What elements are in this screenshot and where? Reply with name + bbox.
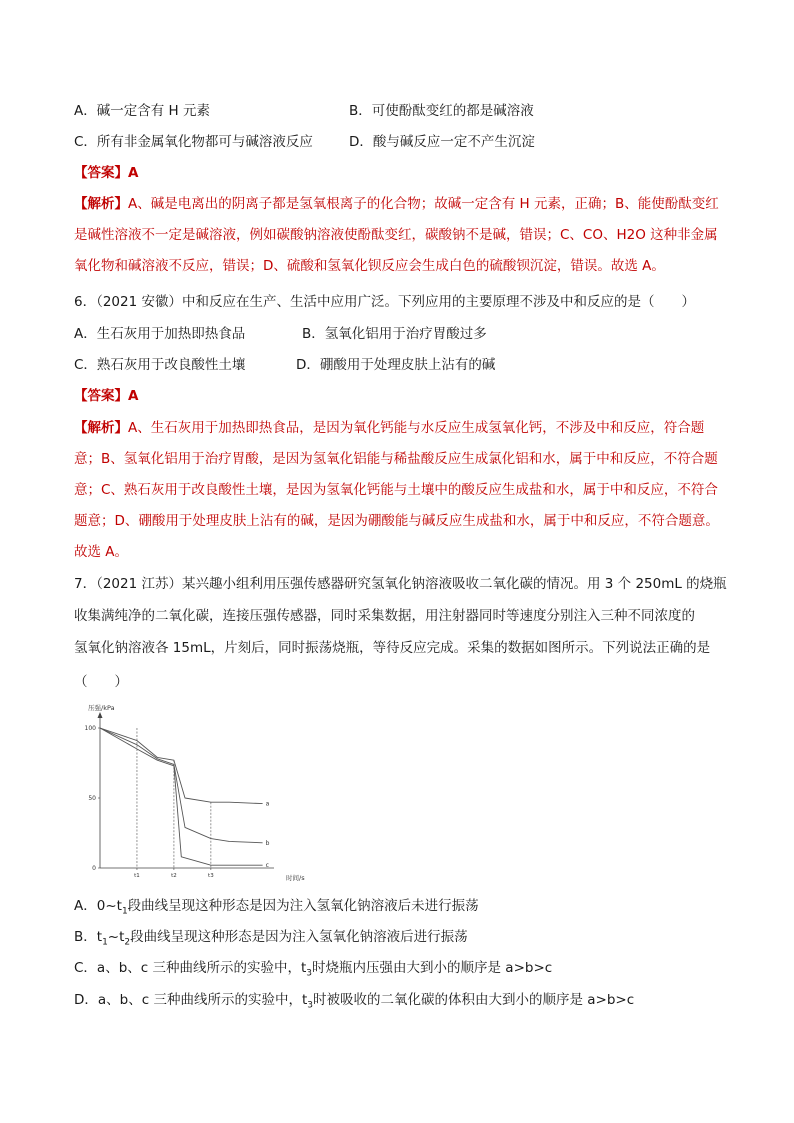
q7-stem-line-2: 收集满纯净的二氧化碳，连接压强传感器，同时采集数据，用注射器同时等速度分别注入三种不同浓度的 — [74, 608, 695, 624]
answer-value: A — [128, 388, 139, 404]
q7-option-d — [74, 990, 634, 1016]
subscript: 2 — [124, 937, 131, 948]
chart-ticks — [85, 725, 215, 879]
option-text: ~t — [107, 929, 125, 945]
series-line-c — [100, 728, 263, 865]
x-tick-label: t2 — [171, 873, 177, 879]
subscript: 3 — [306, 968, 313, 979]
q7-option-b — [74, 927, 468, 953]
answer-label: 【答案】 — [74, 388, 128, 404]
subscript: 3 — [307, 1000, 313, 1011]
q6-option-a: A．生石灰用于加热即热食品 — [74, 326, 246, 342]
q5-option-a: A．碱一定含有 H 元素 — [74, 103, 210, 119]
q5-option-b: B．可使酚酞变红的都是碱溶液 — [349, 103, 534, 119]
y-axis-arrow — [98, 712, 103, 718]
q6-option-b: B．氢氧化铝用于治疗胃酸过多 — [302, 326, 487, 342]
q7-stem-line-4: （ ） — [74, 674, 128, 690]
analysis-label: 【解析】 — [74, 420, 128, 436]
q5-option-c: C．所有非金属氧化物都可与碱溶液反应 — [74, 134, 313, 150]
answer-label: 【答案】 — [74, 165, 128, 181]
q6-option-d: D．硼酸用于处理皮肤上沾有的碱 — [296, 357, 496, 373]
q7-option-c — [74, 958, 552, 984]
option-text: A．0~t — [74, 898, 122, 914]
option-text: 时烧瓶内压强由大到小的顺序是 a>b>c — [312, 960, 553, 976]
answer-value: A — [128, 165, 139, 181]
analysis-text: A、碱是电离出的阴离子都是氢氧根离子的化合物；故碱一定含有 H 元素，正确；B、能使酚酞变红是碱性溶液不一定是碱溶液，例如碳酸钠溶液使酚酞变红，碳酸钠不是碱，错误；C、CO、H2O 这种非金属氧化物和碱溶液不反应，错误；D、硫酸和氢氧化钡反应会生成白色的硫酸钡沉淀，错误。故选 A。 — [74, 196, 719, 274]
analysis-text: A、生石灰用于加热即热食品，是因为氧化钙能与水反应生成氢氧化钙，不涉及中和反应，符合题意；B、氢氧化铝用于治疗胃酸，是因为氢氧化铝能与稀盐酸反应生成氯化铝和水，属于中和反应，不符合题意；C、熟石灰用于改良酸性土壤，是因为氢氧化钙能与土壤中的酸反应生成盐和水，属于中和反应，不符合题意；D、硼酸用于处理皮肤上沾有的碱，是因为硼酸能与碱反应生成盐和水，属于中和反应，不符合题意。故选 A。 — [74, 420, 719, 560]
pressure-time-chart — [74, 700, 305, 890]
q6-analysis — [74, 413, 724, 568]
q7-stem-line-3: 氢氧化钠溶液各 15mL，片刻后，同时振荡烧瓶，等待反应完成。采集的数据如图所示。下列说法正确的是 — [74, 640, 711, 656]
analysis-label: 【解析】 — [74, 196, 128, 212]
subscript: 1 — [121, 906, 128, 917]
chart-axes — [98, 712, 275, 868]
chart-series — [100, 728, 270, 869]
x-tick-label: t3 — [208, 873, 214, 879]
option-text: 段曲线呈现这种形态是因为注入氢氧化钠溶液后进行振荡 — [130, 929, 468, 945]
y-tick-label: 50 — [88, 795, 96, 802]
subscript: 1 — [102, 937, 108, 948]
x-tick-label: t1 — [134, 873, 140, 879]
q5-answer — [74, 163, 138, 183]
option-text: 时被吸收的二氧化碳的体积由大到小的顺序是 a>b>c — [312, 992, 635, 1008]
y-axis-label: 压强/kPa — [88, 704, 115, 712]
option-text: B．t — [74, 929, 103, 945]
q6-answer — [74, 386, 138, 406]
series-label-c: c — [265, 862, 269, 870]
q7-option-a — [74, 896, 479, 922]
option-text: D．a、b、c 三种曲线所示的实验中，t — [74, 992, 308, 1008]
q7-stem-line-1: 7．（2021 江苏）某兴趣小组利用压强传感器研究氢氧化钠溶液吸收二氧化碳的情况。用 3 个 250mL 的烧瓶 — [74, 576, 727, 592]
series-label-b: b — [265, 839, 270, 847]
x-axis-label: 时间/s — [286, 874, 305, 882]
y-tick-label: 100 — [84, 725, 96, 732]
option-text: C．a、b、c 三种曲线所示的实验中，t — [74, 960, 307, 976]
q5-option-d: D．酸与碱反应一定不产生沉淀 — [349, 134, 535, 150]
q5-analysis — [74, 189, 724, 282]
q6-option-c: C．熟石灰用于改良酸性土壤 — [74, 357, 246, 373]
option-text: 段曲线呈现这种形态是因为注入氢氧化钠溶液后未进行振荡 — [127, 898, 479, 914]
y-tick-label: 0 — [92, 865, 96, 872]
series-label-a: a — [265, 800, 270, 808]
q6-stem: 6．（2021 安徽）中和反应在生产、生活中应用广泛。下列应用的主要原理不涉及中和反应的是（ ） — [74, 294, 695, 310]
